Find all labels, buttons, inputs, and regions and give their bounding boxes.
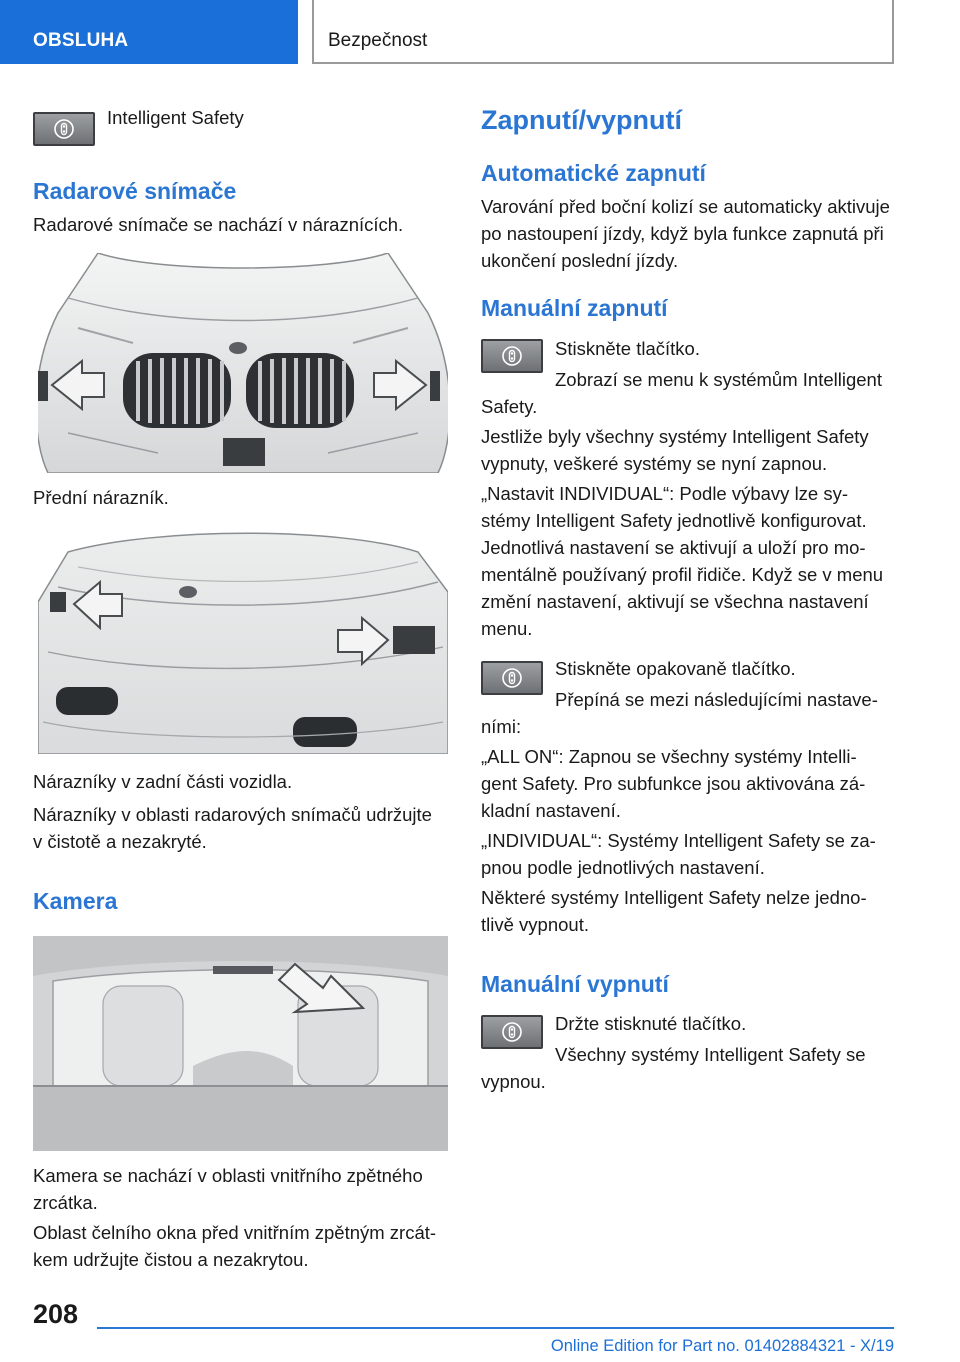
press-again-text: Stiskněte opakovaně tlačítko. [555,658,796,679]
rear-text-line-1: Nárazníky v oblasti radarových snímačů udržujte [33,804,432,825]
some-systems-line-1: Některé systémy Intelligent Safety nelze jedno- [481,887,867,908]
auto-on-line-3: ukončení poslední jízdy. [481,250,679,271]
page-title: Bezpečnost [312,0,894,64]
manual-off-heading: Manuální vypnutí [481,971,669,997]
auto-on-line-2: po nastoupení jízdy, když byla funkce zapnutá při [481,223,884,244]
rear-bumper-image [38,532,448,754]
if-off-line-1: Jestliže byly všechny systémy Intelligent Safety [481,426,869,447]
indiv-line-2: pnou podle jednotlivých nastavení. [481,857,765,878]
intelligent-safety-button-icon [481,339,543,373]
main-heading: Zapnutí/vypnutí [481,105,682,135]
menu-text-line-1: Zobrazí se menu k systémům Intelligent [555,369,882,390]
toggle-text-line-1: Přepíná se mezi následujícími nastave- [555,689,878,710]
radar-text: Radarové snímače se nachází v náraznících. [33,214,404,235]
icon-label: Intelligent Safety [107,107,244,128]
camera-text-line-4: kem udržujte čistou a nezakrytou. [33,1249,309,1270]
if-off-line-2: vypnuty, veškeré systémy se nyní zapnou. [481,453,828,474]
camera-interior-image [33,936,448,1151]
all-on-line-1: „ALL ON“: Zapnou se všechny systémy Intelli- [481,746,857,767]
manual-on-heading: Manuální zapnutí [481,295,668,321]
individual-line-2: stémy Intelligent Safety jednotlivě konfigurovat. [481,510,867,531]
camera-text-line-1: Kamera se nachází v oblasti vnitřního zpětného [33,1165,423,1186]
individual-line-4: mentálně používaný profil řidiče. Když se v menu [481,564,884,585]
individual-line-5: změní nastavení, aktivují se všechna nastavení [481,591,869,612]
hold-button-text: Držte stisknuté tlačítko. [555,1013,747,1034]
camera-text-line-2: zrcátka. [33,1192,98,1213]
camera-heading: Kamera [33,888,118,914]
individual-line-1: „Nastavit INDIVIDUAL“: Podle výbavy lze sy- [481,483,849,504]
rear-text-line-2: v čistotě a nezakryté. [33,831,207,852]
individual-line-3: Jednotlivá nastavení se aktivují a uloží pro mo- [481,537,866,558]
radar-heading: Radarové snímače [33,178,237,204]
individual-line-6: menu. [481,618,533,639]
all-on-line-3: kladní nastavení. [481,800,621,821]
intelligent-safety-button-icon [33,112,95,146]
section-tab: OBSLUHA [0,0,298,64]
rear-caption: Nárazníky v zadní části vozidla. [33,771,293,792]
indiv-line-1: „INDIVIDUAL“: Systémy Intelligent Safety se za- [481,830,876,851]
page-number: 208 [33,1299,79,1329]
press-button-text: Stiskněte tlačítko. [555,338,700,359]
footer-divider [97,1327,894,1329]
footer-edition: Online Edition for Part no. 01402884321 - X/19 [550,1337,894,1355]
auto-on-heading: Automatické zapnutí [481,160,706,186]
menu-text-line-2: Safety. [481,396,538,417]
camera-text-line-3: Oblast čelního okna před vnitřním zpětným zrcát- [33,1222,437,1243]
all-on-line-2: gent Safety. Pro subfunkce jsou aktivována zá- [481,773,866,794]
all-off-line-2: vypnou. [481,1071,546,1092]
intelligent-safety-button-icon [481,661,543,695]
all-off-line-1: Všechny systémy Intelligent Safety se [555,1044,866,1065]
intelligent-safety-button-icon [481,1015,543,1049]
front-caption: Přední nárazník. [33,487,169,508]
some-systems-line-2: tlivě vypnout. [481,914,589,935]
front-bumper-image [38,253,448,473]
toggle-text-line-2: ními: [481,716,522,737]
auto-on-line-1: Varování před boční kolizí se automaticky aktivuje [481,196,890,217]
